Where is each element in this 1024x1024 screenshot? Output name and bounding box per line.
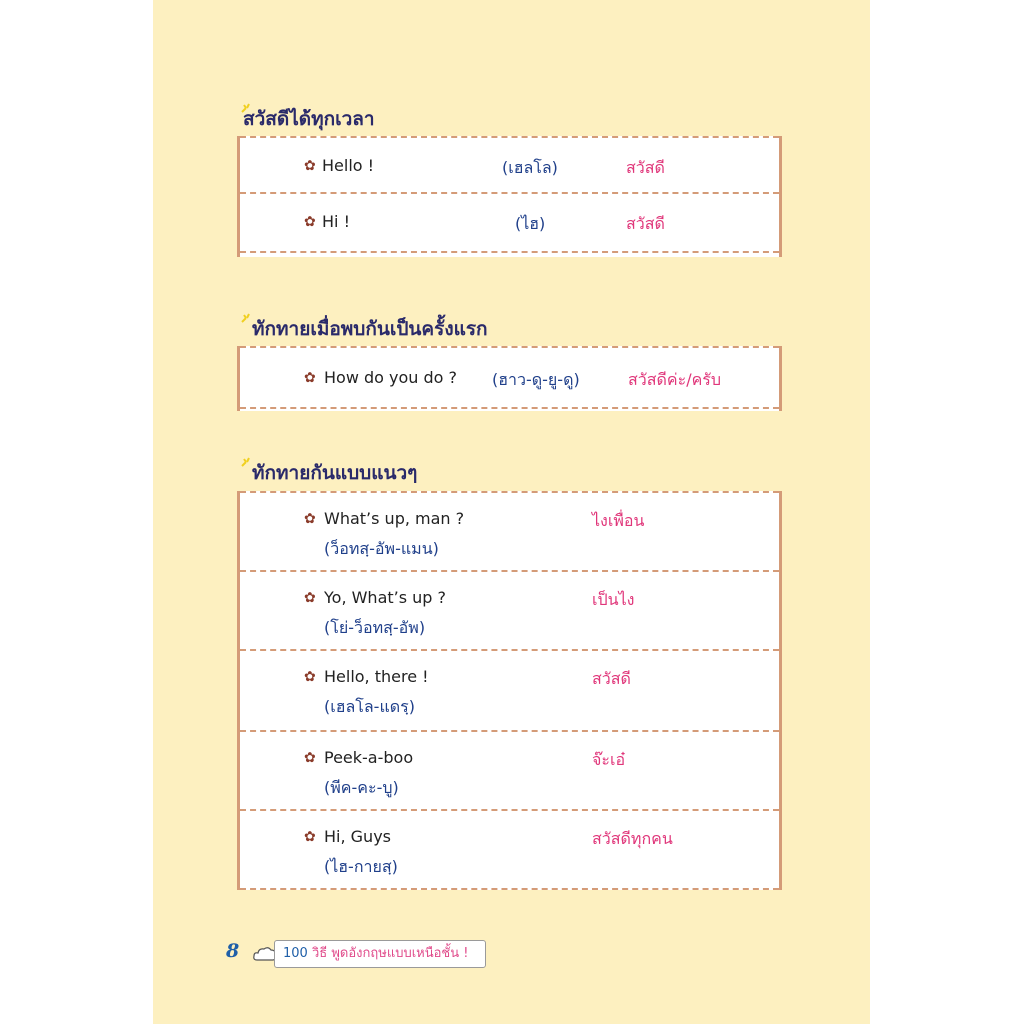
- pronunciation: (ว็อทสฺ-อัพ-แมน): [324, 539, 439, 558]
- thai-meaning: สวัสดี: [592, 669, 631, 688]
- pronunciation: (พีค-คะ-บู): [324, 778, 399, 797]
- section-title: ทักทายเมื่อพบกันเป็นครั้งแรก: [252, 318, 488, 340]
- english-phrase: Yo, What’s up ?: [324, 588, 447, 607]
- flower-icon: ✿: [304, 590, 316, 606]
- pronunciation: (โย่-ว็อทสฺ-อัพ): [324, 618, 426, 637]
- flower-icon: ✿: [304, 214, 316, 230]
- book-number: 100: [283, 946, 308, 961]
- flower-icon: ✿: [304, 158, 316, 174]
- phrase-row: [240, 809, 779, 890]
- english-phrase: Hi, Guys: [324, 827, 391, 846]
- book-title: วิธี พูดอังกฤษแบบเหนือชั้น !: [311, 946, 469, 961]
- phrase-box: [237, 491, 782, 890]
- pronunciation: (เฮลโล-แดรฺ): [324, 697, 415, 716]
- page-number: 8: [226, 940, 240, 962]
- thai-meaning: สวัสดี: [626, 214, 665, 233]
- phrase-row: [240, 346, 779, 409]
- book-title-tag: [274, 940, 486, 968]
- pronunciation: (ฮาว-ดู-ยู-ดู): [492, 370, 580, 389]
- thai-meaning: สวัสดีทุกคน: [592, 829, 673, 848]
- section-title: ทักทายกันแบบแนวๆ: [252, 462, 418, 484]
- flower-icon: ✿: [304, 829, 316, 845]
- pronunciation: (เฮลโล): [502, 158, 558, 177]
- flower-icon: ✿: [304, 750, 316, 766]
- thai-meaning: สวัสดี: [626, 158, 665, 177]
- pronunciation: (ไฮ): [515, 214, 546, 233]
- english-phrase: What’s up, man ?: [324, 509, 465, 528]
- thai-meaning: จ๊ะเอ๋: [592, 750, 626, 769]
- english-phrase: Hello !: [322, 156, 375, 175]
- flower-icon: ✿: [304, 370, 316, 386]
- phrase-row: [240, 649, 779, 730]
- phrase-row: [240, 192, 779, 253]
- flower-icon: ✿: [304, 669, 316, 685]
- thai-meaning: ไงเพื่อน: [592, 511, 645, 530]
- phrase-row: [240, 730, 779, 809]
- phrase-row: [240, 491, 779, 570]
- section-title: สวัสดีได้ทุกเวลา: [243, 108, 375, 130]
- english-phrase: Hi !: [322, 212, 350, 231]
- english-phrase: How do you do ?: [324, 368, 458, 387]
- english-phrase: Hello, there !: [324, 667, 429, 686]
- thai-meaning: เป็นไง: [592, 590, 635, 609]
- flower-icon: ✿: [304, 511, 316, 527]
- pronunciation: (ไฮ-กายสฺ): [324, 857, 398, 876]
- phrase-box: [237, 346, 782, 411]
- thai-meaning: สวัสดีค่ะ/ครับ: [628, 370, 722, 389]
- english-phrase: Peek-a-boo: [324, 748, 414, 767]
- phrase-row: [240, 570, 779, 649]
- phrase-box: [237, 136, 782, 257]
- phrase-row: [240, 136, 779, 192]
